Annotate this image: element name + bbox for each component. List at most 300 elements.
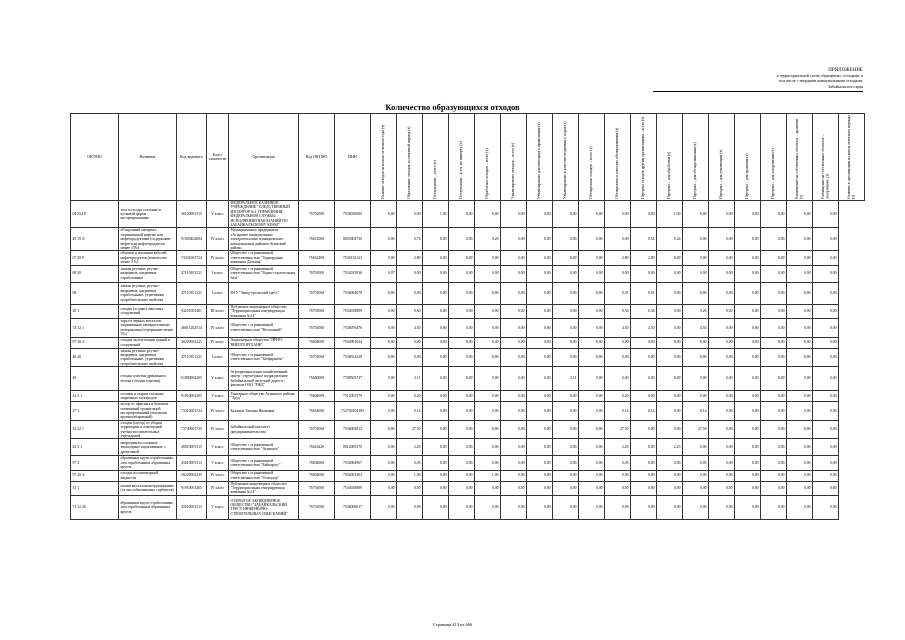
cell-value: 0,00 — [423, 251, 449, 265]
cell-value: 0,00 — [813, 201, 839, 228]
cell-value: 0,00 — [631, 367, 657, 391]
cell-value: 0,00 — [527, 420, 553, 439]
cell-org: Общество с ограниченной ответственностью "Агинское" — [229, 439, 299, 456]
cell-value: 0,09 — [605, 495, 631, 519]
cell-oktmo: 07 29 8 — [71, 251, 119, 265]
cell-value: 0,00 — [813, 318, 839, 337]
cell-org: Общество с ограниченной ответственностью "Байкарсус" — [229, 456, 299, 470]
cell-name: отходы очистки дренажного потока (отходы очистки) — [119, 367, 177, 391]
column-header: Код видового — [177, 114, 207, 201]
cell-inn: 8012005370 — [335, 439, 371, 456]
column-header — [501, 114, 527, 201]
cell-oktmo: 46 20 — [71, 348, 119, 367]
cell-value: 0,00 — [709, 304, 735, 318]
cell-value: 0,00 — [449, 456, 475, 470]
cell-value: 0,00 — [397, 265, 423, 282]
cell-value: 0,00 — [423, 367, 449, 391]
cell-value: 0,00 — [761, 456, 787, 470]
cell-value: 0,00 — [397, 348, 423, 367]
cell-oktmo2: 76623426 — [299, 439, 335, 456]
cell-value: 0,26 — [683, 304, 709, 318]
cell-value: 0,00 — [371, 251, 397, 265]
column-header-label: Поступление – всего (т) — [433, 160, 438, 199]
cell-value: 0,00 — [371, 420, 397, 439]
table-header-row — [71, 114, 865, 201]
cell-value: 0,00 — [683, 337, 709, 348]
cell-value: 0,00 — [735, 318, 761, 337]
cell-value: 2,23 — [605, 439, 631, 456]
cell-value: 0,00 — [449, 318, 475, 337]
table-row — [71, 251, 865, 265]
cell-value: 0,00 — [579, 439, 605, 456]
cell-value: 0,00 — [813, 282, 839, 304]
cell-oktmo2: 76650000 — [299, 367, 335, 391]
cell-value: 0,00 — [501, 402, 527, 421]
cell-value: 0,00 — [709, 265, 735, 282]
cell-value: 0,00 — [735, 367, 761, 391]
cell-value: 0,07 — [371, 265, 397, 282]
cell-value: 0,00 — [709, 439, 735, 456]
column-header — [683, 114, 709, 201]
cell-value: 0,00 — [475, 391, 501, 402]
cell-value: 0,00 — [683, 481, 709, 495]
cell-cls: I класс — [207, 348, 229, 367]
cell-value: 0,00 — [787, 201, 813, 228]
cell-oktmo: 42 3 1 — [71, 391, 119, 402]
cell-name: лом и отходы стальные в кусковой форме несортированные — [119, 201, 177, 228]
column-header-label: Обезврежено отходов – всего (т) — [589, 146, 594, 199]
cell-value: 0,20 — [475, 228, 501, 251]
cell-org: Акционерное общество "ПРИО-ВНЕШТОРГБАНК" — [229, 337, 299, 348]
cell-value: 0,00 — [553, 439, 579, 456]
cell-value: 0,00 — [787, 420, 813, 439]
cell-oktmo2: 76701000 — [299, 481, 335, 495]
cell-value: 0,00 — [735, 420, 761, 439]
cell-code: 46810001515 — [177, 439, 207, 456]
cell-value: 0,00 — [501, 337, 527, 348]
cell-value: 0,00 — [371, 481, 397, 495]
cell-name: мусор от офисных и бытовых помещений организаций несортированный (исключая крупногабаритный) — [119, 402, 177, 421]
table-row — [71, 337, 865, 348]
cell-value: 0,00 — [423, 391, 449, 402]
cell-code: 91920402604 — [177, 228, 207, 251]
cell-value: 0,09 — [735, 495, 761, 519]
column-header-label: Передача – для хранения (т) — [745, 153, 750, 199]
cell-value: 0,00 — [501, 304, 527, 318]
cell-value: 0,00 — [423, 420, 449, 439]
cell-value: 0,00 — [527, 337, 553, 348]
cell-name: лампы ртутные, ртутно-кварцевые, натриевые отработанные, утратившие потребительские свойства — [119, 348, 177, 367]
cell-name: отходы (мусор) от уборки территории и помещений учебно-воспитательных учреждений — [119, 420, 177, 439]
cell-oktmo: 74 12 1 — [71, 318, 119, 337]
cell-value: 0,00 — [579, 481, 605, 495]
cell-code: 30229002225 — [177, 470, 207, 481]
cell-inn: 752700104183 — [335, 402, 371, 421]
column-header — [631, 114, 657, 201]
cell-value: 0,00 — [579, 265, 605, 282]
cell-value: 0,00 — [501, 228, 527, 251]
cell-value: 0,00 — [423, 456, 449, 470]
cell-value: 3,11 — [397, 367, 423, 391]
cell-name: лампы ртутные, ртутно-кварцевые, натриевые отработанные — [119, 265, 177, 282]
cell-org: Общество с ограниченной ответственностью "Гелиодор" — [229, 470, 299, 481]
appendix-line: к территориальной схеме обращения с отходами, в — [776, 73, 863, 79]
cell-value: 0,00 — [449, 251, 475, 265]
cell-value: 0,00 — [579, 402, 605, 421]
cell-value: 0,00 — [371, 318, 397, 337]
cell-value: 0,00 — [579, 391, 605, 402]
cell-value: 0,00 — [657, 420, 683, 439]
cell-oktmo2: 76604000 — [299, 337, 335, 348]
cell-value: 0,00 — [527, 456, 553, 470]
cell-value: 0,00 — [501, 282, 527, 304]
cell-oktmo: 97 20 4 — [71, 337, 119, 348]
cell-value: 0,00 — [761, 420, 787, 439]
cell-cls: V класс — [207, 367, 229, 391]
cell-oktmo2: 76604000 — [299, 470, 335, 481]
cell-value: 0,00 — [423, 318, 449, 337]
cell-cls: IV класс — [207, 402, 229, 421]
cell-value: 0,00 — [423, 402, 449, 421]
cell-value: 0,00 — [449, 304, 475, 318]
cell-value: 2,23 — [397, 439, 423, 456]
cell-value: 0,00 — [527, 251, 553, 265]
cell-value: 0,00 — [501, 201, 527, 228]
cell-value: 0,00 — [761, 201, 787, 228]
column-header: ИНН — [335, 114, 371, 201]
cell-value: 0,00 — [371, 337, 397, 348]
cell-inn: 8003004730 — [335, 228, 371, 251]
cell-value: 0,00 — [813, 337, 839, 348]
column-header — [787, 114, 813, 201]
cell-value: 0,00 — [709, 495, 735, 519]
cell-value: 0,34 — [605, 304, 631, 318]
cell-value: 0,05 — [397, 456, 423, 470]
cell-cls: IV класс — [207, 420, 229, 439]
cell-value: 0,00 — [423, 348, 449, 367]
cell-value: 0,00 — [787, 318, 813, 337]
cell-value: 0,00 — [527, 318, 553, 337]
cell-value: 0,00 — [761, 367, 787, 391]
cell-value: 0,00 — [553, 470, 579, 481]
cell-value: 0,00 — [449, 201, 475, 228]
cell-value: 0,00 — [423, 265, 449, 282]
cell-value: 0,00 — [553, 420, 579, 439]
cell-oktmo2: 76701000 — [299, 282, 335, 304]
cell-value: 0,00 — [761, 391, 787, 402]
column-header — [709, 114, 735, 201]
cell-code: 47110101521 — [177, 265, 207, 282]
cell-value: 0,00 — [449, 228, 475, 251]
cell-value: 0,00 — [553, 337, 579, 348]
cell-code: 46120001515 — [177, 201, 207, 228]
cell-value: 0,01 — [605, 282, 631, 304]
column-header-label: Передача – для утилизации (т) — [719, 149, 724, 199]
cell-value: 0,00 — [735, 481, 761, 495]
cell-value: 1,00 — [657, 201, 683, 228]
column-header-label: Передача – для обезвреживания (т) — [693, 142, 698, 199]
cell-value: 0,00 — [527, 367, 553, 391]
cell-code: 61890002205 — [177, 367, 207, 391]
cell-cls: V класс — [207, 391, 229, 402]
cell-inn: 7536004078 — [335, 282, 371, 304]
cell-value: 0,00 — [371, 391, 397, 402]
cell-value: 0,00 — [683, 391, 709, 402]
cell-value: 0,00 — [371, 495, 397, 519]
cell-value: 0,00 — [787, 337, 813, 348]
table-row — [71, 402, 865, 421]
cell-value: 0,00 — [761, 228, 787, 251]
cell-value: 0,00 — [813, 495, 839, 519]
cell-value: 0,00 — [579, 348, 605, 367]
cell-value: 0,00 — [475, 402, 501, 421]
cell-value: 0,14 — [397, 402, 423, 421]
column-header: Класс опасности — [207, 114, 229, 201]
column-header-label: Передача – для захоронения (т) — [771, 148, 776, 199]
cell-org: Общество с ограниченной ответственностью "Горно-строительная база" — [229, 265, 299, 282]
cell-value: 0,00 — [527, 470, 553, 481]
cell-value: 0,00 — [709, 348, 735, 367]
cell-value: 2,80 — [397, 251, 423, 265]
cell-value: 0,00 — [475, 201, 501, 228]
column-header — [475, 114, 501, 201]
column-header — [839, 114, 865, 201]
cell-value: 0,34 — [631, 304, 657, 318]
cell-value: 0,00 — [553, 282, 579, 304]
cell-value: 0,00 — [449, 439, 475, 456]
cell-value: 2,80 — [605, 251, 631, 265]
cell-value: 0,14 — [683, 402, 709, 421]
cell-value: 0,00 — [397, 282, 423, 304]
cell-value: 0,00 — [735, 265, 761, 282]
cell-value: 0,00 — [813, 251, 839, 265]
cell-value: 0,00 — [579, 318, 605, 337]
cell-value: 4,50 — [605, 318, 631, 337]
cell-value: 0,00 — [631, 420, 657, 439]
cell-value: 0,00 — [605, 265, 631, 282]
cell-value: 0,00 — [657, 265, 683, 282]
cell-org: Публичное акционерное общество "Территориальная генерирующая компания №14" — [229, 481, 299, 495]
cell-value: 0,00 — [475, 439, 501, 456]
cell-code: 73740001725 — [177, 420, 207, 439]
cell-value: 0,00 — [631, 481, 657, 495]
cell-code: 45610001513 — [177, 495, 207, 519]
cell-value: 0,00 — [449, 481, 475, 495]
column-header — [371, 114, 397, 201]
cell-value: 0,00 — [761, 470, 787, 481]
cell-value: 3,11 — [553, 367, 579, 391]
cell-cls: V класс — [207, 439, 229, 456]
cell-value: 0,00 — [475, 318, 501, 337]
cell-oktmo: 49 — [71, 367, 119, 391]
cell-code: 30229002225 — [177, 337, 207, 348]
cell-name: отходы (осадки) очистных сооружений — [119, 304, 177, 318]
table-row — [71, 367, 865, 391]
cell-value: 1,00 — [397, 470, 423, 481]
column-header-label: Размещение на собственных объектах – хранение (т) — [794, 118, 804, 199]
cell-value: 0,00 — [605, 228, 631, 251]
cell-value: 0,00 — [709, 228, 735, 251]
cell-value: 0,00 — [605, 201, 631, 228]
cell-value: 0,05 — [683, 456, 709, 470]
cell-name: тара из черных металлов, загрязненная лакокрасочными материалами (содержание менее 5%) — [119, 318, 177, 337]
cell-value: 0,00 — [449, 420, 475, 439]
cell-value: 0,00 — [553, 348, 579, 367]
cell-value: 0,00 — [501, 251, 527, 265]
cell-oktmo: 52 22 1 — [71, 420, 119, 439]
cell-value: 0,00 — [709, 402, 735, 421]
column-header — [605, 114, 631, 201]
cell-value: 0,00 — [683, 439, 709, 456]
cell-value: 0,00 — [709, 420, 735, 439]
cell-value: 0,00 — [579, 304, 605, 318]
cell-oktmo2: 76634000 — [299, 402, 335, 421]
cell-inn: 7708503727 — [335, 367, 371, 391]
cell-oktmo: 08 20 — [71, 265, 119, 282]
cell-value: 0,00 — [709, 470, 735, 481]
cell-value: 0,00 — [657, 282, 683, 304]
cell-value: 0,00 — [553, 456, 579, 470]
cell-value: 0,00 — [683, 495, 709, 519]
cell-name: ингредиенты стальные эпоксидные загрязненные, с древесиной — [119, 439, 177, 456]
cell-value: 0,00 — [501, 348, 527, 367]
cell-oktmo2: 76604000 — [299, 391, 335, 402]
cell-code: 94251001401 — [177, 304, 207, 318]
cell-value: 0,00 — [761, 439, 787, 456]
cell-inn: 7536076476 — [335, 318, 371, 337]
table-body — [71, 201, 865, 520]
cell-value: 0,00 — [501, 470, 527, 481]
cell-value: 0,00 — [579, 420, 605, 439]
cell-cls: IV класс — [207, 228, 229, 251]
cell-value: 0,00 — [605, 348, 631, 367]
cell-value: 0,00 — [501, 481, 527, 495]
cell-value: 0,00 — [761, 251, 787, 265]
cell-value: 0,00 — [371, 402, 397, 421]
cell-value: 0,00 — [501, 265, 527, 282]
cell-value: 0,24 — [657, 228, 683, 251]
cell-value: 0,05 — [605, 456, 631, 470]
cell-value: 0,00 — [553, 318, 579, 337]
cell-oktmo: 04 254 8 — [71, 201, 119, 228]
cell-value: 0,00 — [553, 481, 579, 495]
table-row — [71, 282, 865, 304]
page-footer: Страница 413 из 666 — [432, 622, 473, 627]
column-header — [579, 114, 605, 201]
cell-value: 0,00 — [527, 282, 553, 304]
cell-value: 0,00 — [527, 439, 553, 456]
cell-value: 0,00 — [553, 265, 579, 282]
cell-value: 0,00 — [761, 495, 787, 519]
cell-code: 73331001724 — [177, 251, 207, 265]
cell-value: 0,00 — [579, 282, 605, 304]
cell-value: 0,00 — [475, 304, 501, 318]
cell-value: 0,00 — [787, 265, 813, 282]
cell-name: отходы ассенизаторной жидкости — [119, 470, 177, 481]
column-header: Название — [119, 114, 177, 201]
cell-cls: V класс — [207, 456, 229, 470]
cell-code: 45610001513 — [177, 456, 207, 470]
cell-cls: III класс — [207, 304, 229, 318]
table-row — [71, 228, 865, 251]
cell-value: 0,00 — [761, 304, 787, 318]
cell-value: 0,00 — [579, 495, 605, 519]
cell-value: 0,00 — [371, 348, 397, 367]
cell-value: 0,00 — [683, 265, 709, 282]
cell-value: 0,00 — [449, 265, 475, 282]
cell-value: 0,00 — [813, 265, 839, 282]
cell-value: 0,00 — [709, 481, 735, 495]
cell-value: 0,00 — [423, 337, 449, 348]
cell-value: 0,00 — [761, 265, 787, 282]
cell-name: отходы эксплуатации зданий и сооружений — [119, 337, 177, 348]
column-header — [657, 114, 683, 201]
cell-value: 2,23 — [657, 439, 683, 456]
cell-oktmo: 97 20 4 — [71, 470, 119, 481]
cell-oktmo2: 76701000 — [299, 495, 335, 519]
cell-value: 0,00 — [683, 348, 709, 367]
cell-value: 0,00 — [735, 201, 761, 228]
cell-value: 0,00 — [761, 348, 787, 367]
cell-value: 1,00 — [423, 201, 449, 228]
cell-value: 0,00 — [579, 337, 605, 348]
cell-value: 0,00 — [371, 367, 397, 391]
table-row — [71, 318, 865, 337]
column-header — [761, 114, 787, 201]
cell-value: 0,00 — [813, 420, 839, 439]
cell-value: 27,50 — [397, 420, 423, 439]
cell-value: 0,00 — [579, 367, 605, 391]
cell-value: 0,00 — [605, 367, 631, 391]
cell-value: 0,00 — [371, 439, 397, 456]
column-header — [813, 114, 839, 201]
cell-value: 0,00 — [449, 367, 475, 391]
cell-org: Общество с ограниченной ответственностью "Восточный" — [229, 318, 299, 337]
cell-value: 0,00 — [787, 348, 813, 367]
cell-value: 0,00 — [475, 367, 501, 391]
cell-value: 0,00 — [579, 228, 605, 251]
column-header: Код ОКТМО — [299, 114, 335, 201]
cell-value: 0,00 — [553, 201, 579, 228]
cell-inn: 7536002812 — [335, 420, 371, 439]
cell-oktmo2: 76701000 — [299, 304, 335, 318]
cell-oktmo: 42 3 1 — [71, 439, 119, 456]
cell-oktmo2: 76701000 — [299, 420, 335, 439]
cell-value: 0,00 — [501, 367, 527, 391]
cell-oktmo: 20 1 — [71, 304, 119, 318]
cell-value: 0,00 — [371, 201, 397, 228]
appendix-line: том числе с твердыми коммунальными отходами, — [778, 78, 863, 84]
cell-cls: I класс — [207, 265, 229, 282]
cell-value: 0,00 — [475, 420, 501, 439]
cell-value: 0,00 — [683, 201, 709, 228]
cell-value: 0,00 — [735, 439, 761, 456]
cell-oktmo: 97 2 — [71, 456, 119, 470]
cell-cls: IV класс — [207, 470, 229, 481]
cell-cls: I класс — [207, 282, 229, 304]
cell-value: 0,00 — [423, 282, 449, 304]
cell-value: 0,00 — [787, 391, 813, 402]
cell-value: 0,00 — [475, 251, 501, 265]
cell-value: 1,00 — [475, 470, 501, 481]
column-header-label: Передача отходов другим организациям – всего (т) — [641, 116, 646, 199]
cell-name: лампы ртутные, ртутно-кварцевые, натриевые отработанные, утратившие потребительские свойства — [119, 282, 177, 304]
cell-value: 4,50 — [397, 318, 423, 337]
cell-value: 0,00 — [709, 367, 735, 391]
cell-value: 0,09 — [631, 495, 657, 519]
cell-value: 0,00 — [761, 402, 787, 421]
cell-value: 0,00 — [501, 456, 527, 470]
